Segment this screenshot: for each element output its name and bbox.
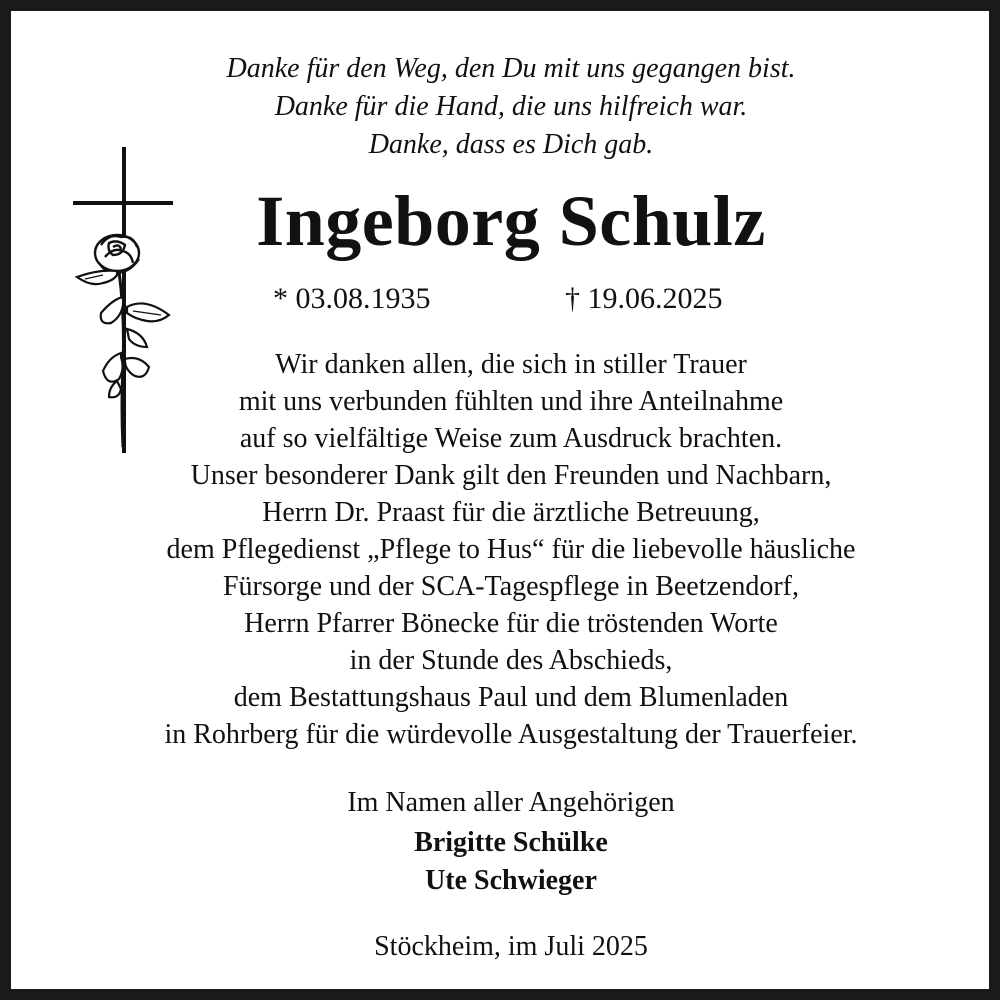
- body-line-7: Fürsorge und der SCA-Tagespflege in Beetzendorf,: [222, 571, 800, 602]
- poem-line-2: Danke für die Hand, die uns hilfreich war.: [274, 91, 748, 122]
- body-line-9: in der Stunde des Abschieds,: [349, 645, 673, 676]
- place-date: Stöckheim, im Juli 2025: [374, 931, 648, 962]
- poem-line-3: Danke, dass es Dich gab.: [368, 129, 654, 160]
- signature-name-2: Ute Schwieger: [425, 865, 597, 896]
- body-line-4: Unser besonderer Dank gilt den Freunden und Nachbarn,: [190, 460, 832, 491]
- deceased-name: Ingeborg Schulz: [256, 181, 766, 261]
- death-date: † 19.06.2025: [565, 282, 723, 315]
- body-line-1: Wir danken allen, die sich in stiller Trauer: [275, 349, 747, 380]
- birth-date: * 03.08.1935: [273, 282, 431, 315]
- body-line-5: Herrn Dr. Praast für die ärztliche Betreuung,: [262, 497, 760, 528]
- body-line-8: Herrn Pfarrer Bönecke für die tröstenden Worte: [244, 608, 778, 639]
- body-line-2: mit uns verbunden fühlten und ihre Anteilnahme: [238, 386, 784, 417]
- body-line-11: in Rohrberg für die würdevolle Ausgestaltung der Trauerfeier.: [164, 719, 858, 750]
- signature-intro: Im Namen aller Angehörigen: [347, 787, 675, 818]
- signature-name-1: Brigitte Schülke: [414, 827, 608, 858]
- body-line-10: dem Bestattungshaus Paul und dem Blumenladen: [233, 682, 789, 713]
- body-line-6: dem Pflegedienst „Pflege to Hus“ für die liebevolle häusliche: [166, 534, 856, 565]
- poem-line-1: Danke für den Weg, den Du mit uns gegangen bist.: [226, 53, 796, 84]
- body-line-3: auf so vielfältige Weise zum Ausdruck brachten.: [239, 423, 783, 454]
